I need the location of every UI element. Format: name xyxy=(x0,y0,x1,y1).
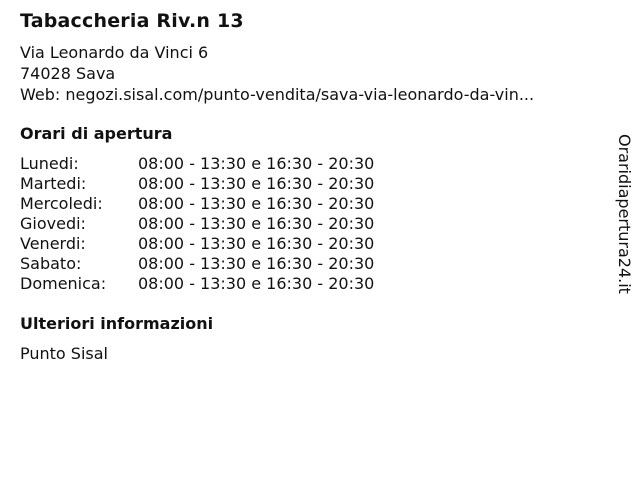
hours-row-sunday xyxy=(20,274,374,294)
hours-row-wednesday xyxy=(20,194,374,214)
info-heading: Ulteriori informazioni xyxy=(20,314,214,333)
hours-row-friday xyxy=(20,234,374,254)
hours-heading: Orari di apertura xyxy=(20,124,173,143)
time-range: 08:00 - 13:30 e 16:30 - 20:30 xyxy=(138,274,375,293)
side-brand xyxy=(610,134,640,314)
day-label: Domenica: xyxy=(20,274,107,293)
day-label: Lunedi: xyxy=(20,154,79,173)
city-address: 74028 Sava xyxy=(20,64,116,83)
day-label: Sabato: xyxy=(20,254,82,273)
day-label: Martedi: xyxy=(20,174,87,193)
time-range: 08:00 - 13:30 e 16:30 - 20:30 xyxy=(138,254,375,273)
day-label: Giovedi: xyxy=(20,214,86,233)
day-label: Venerdi: xyxy=(20,234,86,253)
hours-row-saturday xyxy=(20,254,374,274)
store-name: Tabaccheria Riv.n 13 xyxy=(20,10,244,32)
info-text: Punto Sisal xyxy=(20,344,108,363)
hours-row-monday xyxy=(20,154,374,174)
time-range: 08:00 - 13:30 e 16:30 - 20:30 xyxy=(138,174,375,193)
hours-row-thursday xyxy=(20,214,374,234)
street-address: Via Leonardo da Vinci 6 xyxy=(20,43,209,62)
hours-row-tuesday xyxy=(20,174,374,194)
time-range: 08:00 - 13:30 e 16:30 - 20:30 xyxy=(138,214,375,233)
time-range: 08:00 - 13:30 e 16:30 - 20:30 xyxy=(138,194,375,213)
time-range: 08:00 - 13:30 e 16:30 - 20:30 xyxy=(138,154,375,173)
opening-hours-table xyxy=(20,154,374,294)
day-label: Mercoledi: xyxy=(20,194,103,213)
side-brand-text: Oraridiapertura24.it xyxy=(615,134,634,294)
web-link[interactable]: Web: negozi.sisal.com/punto-vendita/sava-via-leonardo-da-vin... xyxy=(20,85,535,104)
time-range: 08:00 - 13:30 e 16:30 - 20:30 xyxy=(138,234,375,253)
